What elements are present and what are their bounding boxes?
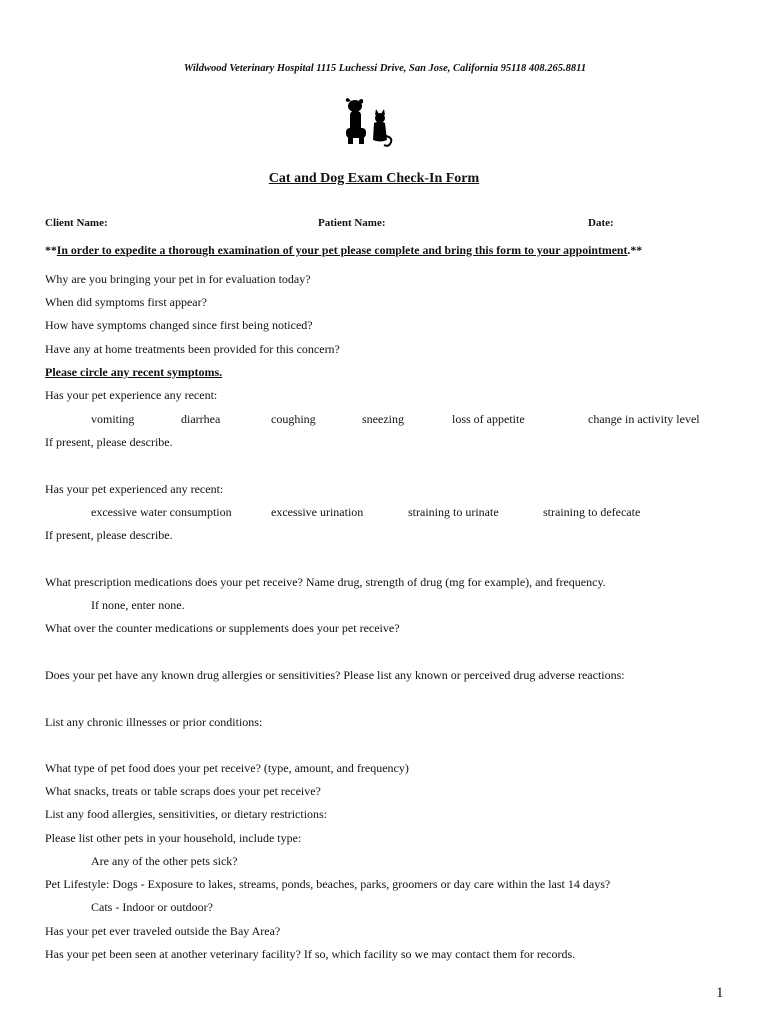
question-recent-symptoms-1: Has your pet experience any recent:	[45, 388, 218, 402]
question-recent-symptoms-2: Has your pet experienced any recent:	[45, 482, 224, 496]
hospital-address-line: Wildwood Veterinary Hospital 1115 Luchessi Drive, San Jose, California 95118 408.265.8811	[183, 63, 587, 74]
symptom-option: change in activity level	[588, 412, 700, 426]
question-lifestyle-cats: Cats - Indoor or outdoor?	[91, 900, 213, 914]
question-lifestyle-dogs: Pet Lifestyle: Dogs - Exposure to lakes, streams, ponds, beaches, parks, groomers or day care within the last 14 days?	[45, 877, 611, 891]
symptom-option: straining to urinate	[408, 505, 499, 519]
question-symptoms-first: When did symptoms first appear?	[45, 295, 207, 309]
question-otc-medications: What over the counter medications or supplements does your pet receive?	[45, 621, 400, 635]
notice-text: In order to expedite a thorough examination of your pet please complete and bring this form to your appointment	[56, 243, 628, 257]
notice-banner	[45, 243, 642, 258]
patient-name-label: Patient Name:	[318, 217, 386, 229]
question-snacks: What snacks, treats or table scraps does your pet receive?	[45, 784, 321, 798]
symptom-option: loss of appetite	[452, 412, 525, 426]
question-other-pets-sick: Are any of the other pets sick?	[91, 854, 238, 868]
symptom-option: excessive water consumption	[91, 505, 232, 519]
question-pet-food: What type of pet food does your pet receive? (type, amount, and frequency)	[45, 761, 409, 775]
dog-and-cat-silhouette-icon	[338, 96, 394, 148]
notice-prefix: **	[45, 243, 57, 257]
describe-prompt-2: If present, please describe.	[45, 528, 173, 542]
prescriptions-note: If none, enter none.	[91, 598, 185, 612]
question-prescriptions: What prescription medications does your pet receive? Name drug, strength of drug (mg for example), and frequency.	[45, 575, 606, 589]
question-other-pets: Please list other pets in your household, include type:	[45, 831, 302, 845]
symptom-option: vomiting	[91, 412, 135, 426]
symptom-option: coughing	[271, 412, 316, 426]
circle-symptoms-heading: Please circle any recent symptoms.	[45, 365, 223, 379]
symptom-option: diarrhea	[181, 412, 221, 426]
symptom-option: excessive urination	[271, 505, 364, 519]
form-title: Cat and Dog Exam Check-In Form	[268, 171, 480, 186]
question-chronic-illnesses: List any chronic illnesses or prior conditions:	[45, 715, 263, 729]
question-symptoms-changed: How have symptoms changed since first being noticed?	[45, 318, 313, 332]
question-home-treatments: Have any at home treatments been provided for this concern?	[45, 342, 340, 356]
question-drug-allergies: Does your pet have any known drug allergies or sensitivities? Please list any known or perceived drug adverse reactions:	[45, 668, 625, 682]
symptom-option: straining to defecate	[543, 505, 641, 519]
symptom-option: sneezing	[362, 412, 404, 426]
question-reason: Why are you bringing your pet in for evaluation today?	[45, 272, 311, 286]
date-label: Date:	[588, 217, 614, 229]
page-number: 1	[716, 985, 724, 1001]
question-other-facility: Has your pet been seen at another veterinary facility? If so, which facility so we may contact them for records.	[45, 947, 576, 961]
describe-prompt-1: If present, please describe.	[45, 435, 173, 449]
question-food-allergies: List any food allergies, sensitivities, or dietary restrictions:	[45, 807, 328, 821]
question-travel: Has your pet ever traveled outside the Bay Area?	[45, 924, 281, 938]
client-name-label: Client Name:	[45, 217, 108, 229]
notice-suffix: .**	[627, 243, 643, 257]
